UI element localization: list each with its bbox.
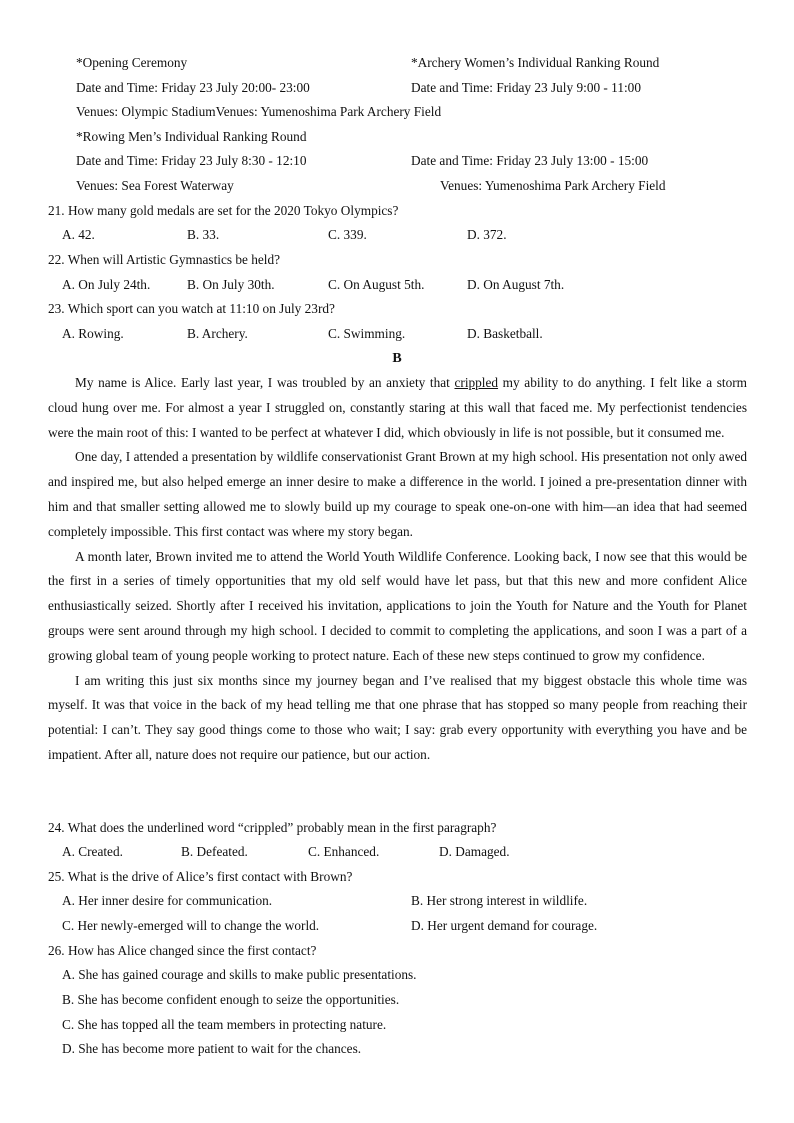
question-25-options-row1 (62, 889, 752, 914)
option-d: D. Basketball. (467, 326, 543, 341)
option-b: B. On July 30th. (187, 277, 275, 292)
second-event-time: Date and Time: Friday 23 July 13:00 - 15:00 (411, 153, 649, 169)
question-24-options (62, 840, 752, 865)
option-c: C. Swimming. (328, 326, 406, 341)
question-23: 23. Which sport can you watch at 11:10 on July 23rd? (48, 301, 335, 316)
question-25-options-row2 (62, 914, 752, 939)
option-c: C. Her newly-emerged will to change the world. (62, 918, 320, 933)
archery-women-time: Date and Time: Friday 23 July 9:00 - 11:00 (411, 79, 641, 95)
option-a: A. Created. (62, 844, 123, 859)
schedule-row (76, 76, 756, 101)
option-d: D. Her urgent demand for courage. (411, 918, 598, 933)
schedule-row (76, 149, 756, 174)
passage-paragraph-2: One day, I attended a presentation by wildlife conservationist Grant Brown at my high school. His presentation not only awed and inspired me, but also helped emerge an inner desire to make a difference in the world. I joined a pre-presentation dinner with him and that smaller setting allowed me to slowly build up my courage to speak one-on-one with him—an idea that had seemed completely impossible. This first contact was where my story began. (48, 449, 747, 539)
option-b: B. 33. (187, 227, 220, 242)
question-21-options (62, 223, 752, 248)
passage-paragraph-3: A month later, Brown invited me to attend the World Youth Wildlife Conference. Looking back, I now see that this would be the first in a series of timely opportunities that my old self would have let pass, but that this new and more confident Alice enthusiastically seized. Shortly after I received his invitation, applications to join the Youth for Nature and the Youth for Planet groups were sent around through my high school. I decided to commit to completing the applications, and soon I was a part of a growing global team of young people working to protect nature. Each of these new steps continued to grow my confidence. (48, 548, 747, 663)
option-a: A. She has gained courage and skills to make public presentations. (62, 967, 417, 982)
option-c: C. On August 5th. (328, 277, 425, 292)
rowing-men-title: *Rowing Men’s Individual Ranking Round (76, 128, 307, 144)
question-26: 26. How has Alice changed since the first contact? (48, 943, 317, 958)
option-c: C. 339. (328, 227, 367, 242)
underlined-word: crippled (454, 375, 499, 390)
second-event-venue: Venues: Yumenoshima Park Archery Field (440, 177, 666, 193)
option-b: B. Archery. (187, 326, 248, 341)
question-21: 21. How many gold medals are set for the 2020 Tokyo Olympics? (48, 203, 399, 218)
option-d: D. She has become more patient to wait for the chances. (62, 1041, 362, 1056)
option-a: A. 42. (62, 227, 95, 242)
schedule-row (76, 125, 756, 150)
option-a: A. Rowing. (62, 326, 124, 341)
section-b-heading: B (392, 351, 402, 366)
opening-ceremony-title: *Opening Ceremony (76, 55, 188, 70)
question-24: 24. What does the underlined word “crippled” probably mean in the first paragraph? (48, 820, 497, 835)
schedule-row (76, 51, 756, 76)
option-b: B. Defeated. (181, 844, 248, 859)
option-d: D. On August 7th. (467, 277, 565, 292)
event-schedule (76, 51, 756, 199)
option-c: C. Enhanced. (308, 844, 380, 859)
reading-passage (48, 371, 747, 768)
option-c: C. She has topped all the team members in protecting nature. (62, 1017, 387, 1032)
schedule-row (76, 174, 756, 199)
option-b: B. She has become confident enough to seize the opportunities. (62, 992, 400, 1007)
passage-paragraph-4: I am writing this just six months since my journey began and I’ve realised that my biggest obstacle this whole time was myself. It was that voice in the back of my head telling me that one phrase that has stopped so many people from reaching their potential: I can’t. They say good things come to those who wait; I say: grab every opportunity with everything you have and be impatient. After all, nature does not require our patience, but our action. (48, 672, 747, 762)
question-23-options (62, 322, 752, 347)
option-b: B. Her strong interest in wildlife. (411, 893, 588, 908)
option-d: D. 372. (467, 227, 507, 242)
rowing-men-venue: Venues: Sea Forest Waterway (76, 177, 234, 193)
archery-women-title: *Archery Women’s Individual Ranking Round (411, 55, 660, 70)
question-22: 22. When will Artistic Gymnastics be held? (48, 252, 281, 267)
schedule-row (76, 100, 756, 125)
question-22-options (62, 273, 752, 298)
option-a: A. On July 24th. (62, 277, 151, 292)
rowing-men-time: Date and Time: Friday 23 July 8:30 - 12:10 (76, 153, 307, 169)
question-25: 25. What is the drive of Alice’s first contact with Brown? (48, 869, 353, 884)
option-d: D. Damaged. (439, 844, 510, 859)
opening-ceremony-time: Date and Time: Friday 23 July 20:00- 23:00 (76, 79, 310, 95)
passage-paragraph-1: My name is Alice. Early last year, I was troubled by an anxiety that crippled my ability to do anything. I felt like a storm cloud hung over me. For almost a year I struggled on, constantly staring at this wall that faced me. My perfectionist tendencies were the main root of this: I wanted to be perfect at whatever I did, which obviously in life is not possible, but it consumed me. (48, 375, 747, 440)
venues-line: Venues: Olympic StadiumVenues: Yumenoshima Park Archery Field (76, 104, 442, 120)
option-a: A. Her inner desire for communication. (62, 893, 273, 908)
